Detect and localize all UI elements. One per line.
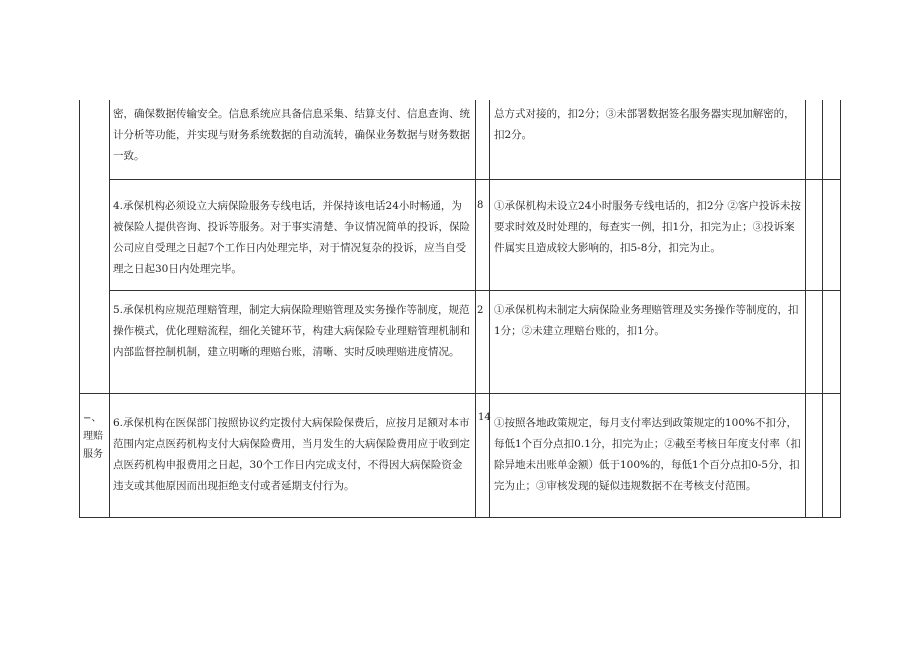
row-4-score: 14: [478, 412, 491, 423]
category-line-2: 理赔: [83, 431, 103, 442]
table-border-right: [840, 100, 841, 518]
row-4-requirement: 6.承保机构在医保部门按照协议约定拨付大病保险保费后，应按月足额对本市范围内定点医药机构支付大病保险费用，当月发生的大病保险费用应于收到定点医药机构申报费用之日起，30个工作日内完成支付，不得因大病保险资金违支或其他原因而出现拒绝支付或者延期支付行为。: [113, 417, 470, 492]
category-line-1: −、: [83, 413, 102, 424]
row-divider-2: [109, 290, 840, 291]
row-3-deduction: ①承保机构未制定大病保险业务理赔管理及实务操作等制度的，扣1分；②未建立理赔台账的，扣1分。: [494, 304, 799, 337]
row-divider-3: [79, 393, 840, 394]
col-divider-deduction: [805, 100, 806, 518]
row-4-deduction: ①按照各地政策规定，每月支付率达到政策规定的100%不扣分，每低1个百分点扣0.1分，扣完为止；②截至考核日年度支付率（扣除异地未出账单金额）低于100%的，每低1个百分点扣0-5分，扣完为止；③审核发现的疑似违规数据不在考核支付范围。: [494, 417, 801, 492]
row-2-requirement: 4.承保机构必须设立大病保险服务专线电话，并保持该电话24小时畅通，为被保险人提供咨询、投诉等服务。对于事实清楚、争议情况简单的投诉，保险公司应自受理之日起7个工作日内处理完毕，对于情况复杂的投诉，应当自受理之日起30日内处理完毕。: [113, 200, 470, 275]
row-2-deduction: ①承保机构未设立24小时服务专线电话的，扣2分 ②客户投诉未按要求时效及时处理的，每查实一例，扣1分，扣完为止；③投诉案件属实且造成较大影响的，扣5-8分，扣完为止。: [494, 200, 801, 254]
table-border-bottom: [79, 517, 840, 518]
category-label: [83, 410, 107, 464]
table-border-left: [79, 100, 80, 518]
row-3-score: 2: [477, 305, 484, 316]
col-divider-score: [489, 100, 490, 518]
row-3-requirement: 5.承保机构应规范理赔管理，制定大病保险理赔管理及实务操作等制度，规范操作模式，优化理赔流程，细化关键环节，构建大病保险专业理赔管理机制和内部监督控制机制，建立明晰的理赔台账，清晰、实时反映理赔进度情况。: [113, 304, 470, 358]
row-divider-1: [109, 179, 840, 180]
row-1-deduction: 总方式对接的，扣2分；③未部署数据签名服务器实现加解密的，扣2分。: [494, 108, 795, 141]
col-divider-category: [109, 100, 110, 518]
row-1-requirement: 密，确保数据传输安全。信息系统应具备信息采集、结算支付、信息查询、统计分析等功能，并实现与财务系统数据的自动流转，确保业务数据与财务数据一致。: [113, 108, 470, 162]
col-divider-requirement: [475, 100, 476, 518]
row-2-score: 8: [477, 200, 484, 211]
col-divider-extra-1: [822, 100, 823, 518]
category-line-3: 服务: [83, 449, 103, 460]
